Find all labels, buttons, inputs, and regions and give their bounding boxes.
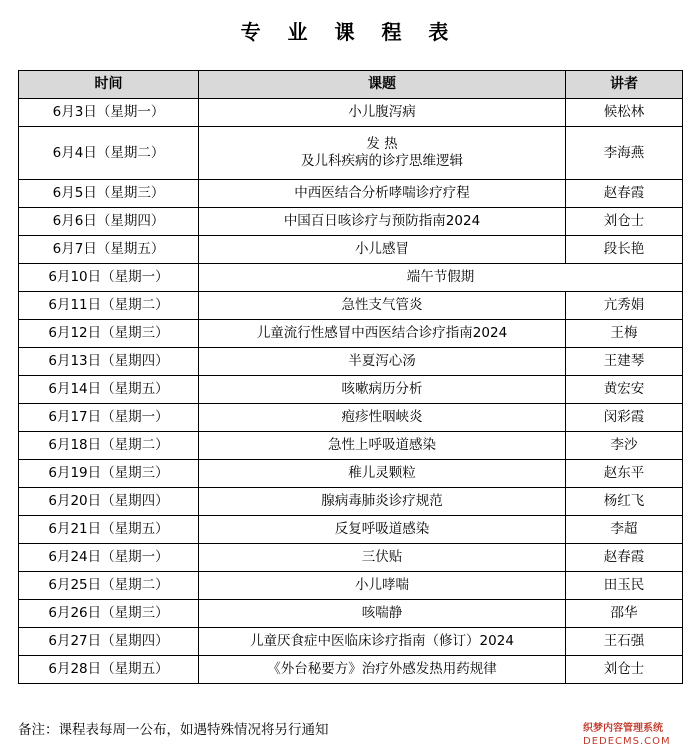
watermark-logo (583, 722, 693, 750)
table-row (19, 432, 683, 460)
cell-topic: 咳喘静 (199, 600, 566, 628)
table-row (19, 348, 683, 376)
cell-speaker: 赵春霞 (566, 544, 683, 572)
cell-time: 6月3日（星期一） (19, 99, 199, 127)
table-row (19, 99, 683, 127)
cell-topic-line: 发 热 (366, 136, 398, 152)
table-row (19, 404, 683, 432)
cell-topic: 中国百日咳诊疗与预防指南2024 (199, 208, 566, 236)
table-row (19, 320, 683, 348)
cell-time: 6月17日（星期一） (19, 404, 199, 432)
table-row (19, 208, 683, 236)
cell-topic: 疱疹性咽峡炎 (199, 404, 566, 432)
cell-topic: 稚儿灵颗粒 (199, 460, 566, 488)
table-row (19, 572, 683, 600)
cell-speaker: 黄宏安 (566, 376, 683, 404)
cell-speaker: 段长艳 (566, 236, 683, 264)
cell-time: 6月20日（星期四） (19, 488, 199, 516)
page-title: 专 业 课 程 表 (240, 20, 459, 44)
cell-topic: 咳嗽病历分析 (199, 376, 566, 404)
cell-time: 6月14日（星期五） (19, 376, 199, 404)
cell-topic: 小儿哮喘 (199, 572, 566, 600)
cell-time: 6月5日（星期三） (19, 180, 199, 208)
cell-time: 6月25日（星期二） (19, 572, 199, 600)
cell-speaker: 杨红飞 (566, 488, 683, 516)
cell-time: 6月26日（星期三） (19, 600, 199, 628)
cell-holiday: 端午节假期 (199, 264, 683, 292)
cell-speaker: 刘仓士 (566, 208, 683, 236)
table-row (19, 544, 683, 572)
cell-topic: 反复呼吸道感染 (199, 516, 566, 544)
header-time: 时间 (19, 71, 199, 99)
course-table (18, 70, 683, 684)
cell-time: 6月28日（星期五） (19, 656, 199, 684)
cell-time: 6月21日（星期五） (19, 516, 199, 544)
cell-time: 6月6日（星期四） (19, 208, 199, 236)
cell-topic: 《外台秘要方》治疗外感发热用药规律 (199, 656, 566, 684)
cell-time: 6月18日（星期二） (19, 432, 199, 460)
cell-speaker: 闵彩霞 (566, 404, 683, 432)
cell-topic: 半夏泻心汤 (199, 348, 566, 376)
table-row-holiday (19, 264, 683, 292)
table-row (19, 236, 683, 264)
cell-topic (199, 127, 566, 180)
table-row (19, 180, 683, 208)
cell-speaker: 邵华 (566, 600, 683, 628)
watermark-line-1: 织梦内容管理系统 (583, 723, 663, 734)
cell-speaker: 刘仓士 (566, 656, 683, 684)
cell-speaker: 候松林 (566, 99, 683, 127)
table-row (19, 127, 683, 180)
cell-time: 6月19日（星期三） (19, 460, 199, 488)
table-header-row (19, 71, 683, 99)
cell-topic: 三伏贴 (199, 544, 566, 572)
footnote: 备注：课程表每周一公布，如遇特殊情况将另行通知 (18, 722, 329, 738)
cell-topic: 腺病毒肺炎诊疗规范 (199, 488, 566, 516)
table-row (19, 600, 683, 628)
cell-speaker: 李超 (566, 516, 683, 544)
cell-speaker: 赵东平 (566, 460, 683, 488)
cell-topic: 急性上呼吸道感染 (199, 432, 566, 460)
watermark-line-2: DEDECMS.COM (583, 736, 671, 747)
cell-topic-line: 及儿科疾病的诊疗思维逻辑 (301, 153, 463, 169)
cell-speaker: 王石强 (566, 628, 683, 656)
cell-speaker: 亢秀娟 (566, 292, 683, 320)
cell-speaker: 王建琴 (566, 348, 683, 376)
cell-time: 6月7日（星期五） (19, 236, 199, 264)
cell-topic: 中西医结合分析哮喘诊疗疗程 (199, 180, 566, 208)
table-row (19, 376, 683, 404)
cell-topic: 儿童厌食症中医临床诊疗指南（修订）2024 (199, 628, 566, 656)
table-row (19, 488, 683, 516)
header-topic: 课题 (199, 71, 566, 99)
cell-time: 6月24日（星期一） (19, 544, 199, 572)
cell-time: 6月27日（星期四） (19, 628, 199, 656)
cell-topic: 小儿腹泻病 (199, 99, 566, 127)
cell-topic: 急性支气管炎 (199, 292, 566, 320)
cell-time: 6月4日（星期二） (19, 127, 199, 180)
cell-speaker: 王梅 (566, 320, 683, 348)
cell-speaker: 田玉民 (566, 572, 683, 600)
cell-speaker: 李沙 (566, 432, 683, 460)
table-row (19, 516, 683, 544)
cell-speaker: 赵春霞 (566, 180, 683, 208)
cell-topic: 儿童流行性感冒中西医结合诊疗指南2024 (199, 320, 566, 348)
cell-speaker: 李海燕 (566, 127, 683, 180)
table-row (19, 628, 683, 656)
table-row (19, 460, 683, 488)
cell-time: 6月12日（星期三） (19, 320, 199, 348)
cell-time: 6月10日（星期一） (19, 264, 199, 292)
cell-topic: 小儿感冒 (199, 236, 566, 264)
table-row (19, 656, 683, 684)
cell-time: 6月13日（星期四） (19, 348, 199, 376)
header-speaker: 讲者 (566, 71, 683, 99)
table-row (19, 292, 683, 320)
cell-time: 6月11日（星期二） (19, 292, 199, 320)
